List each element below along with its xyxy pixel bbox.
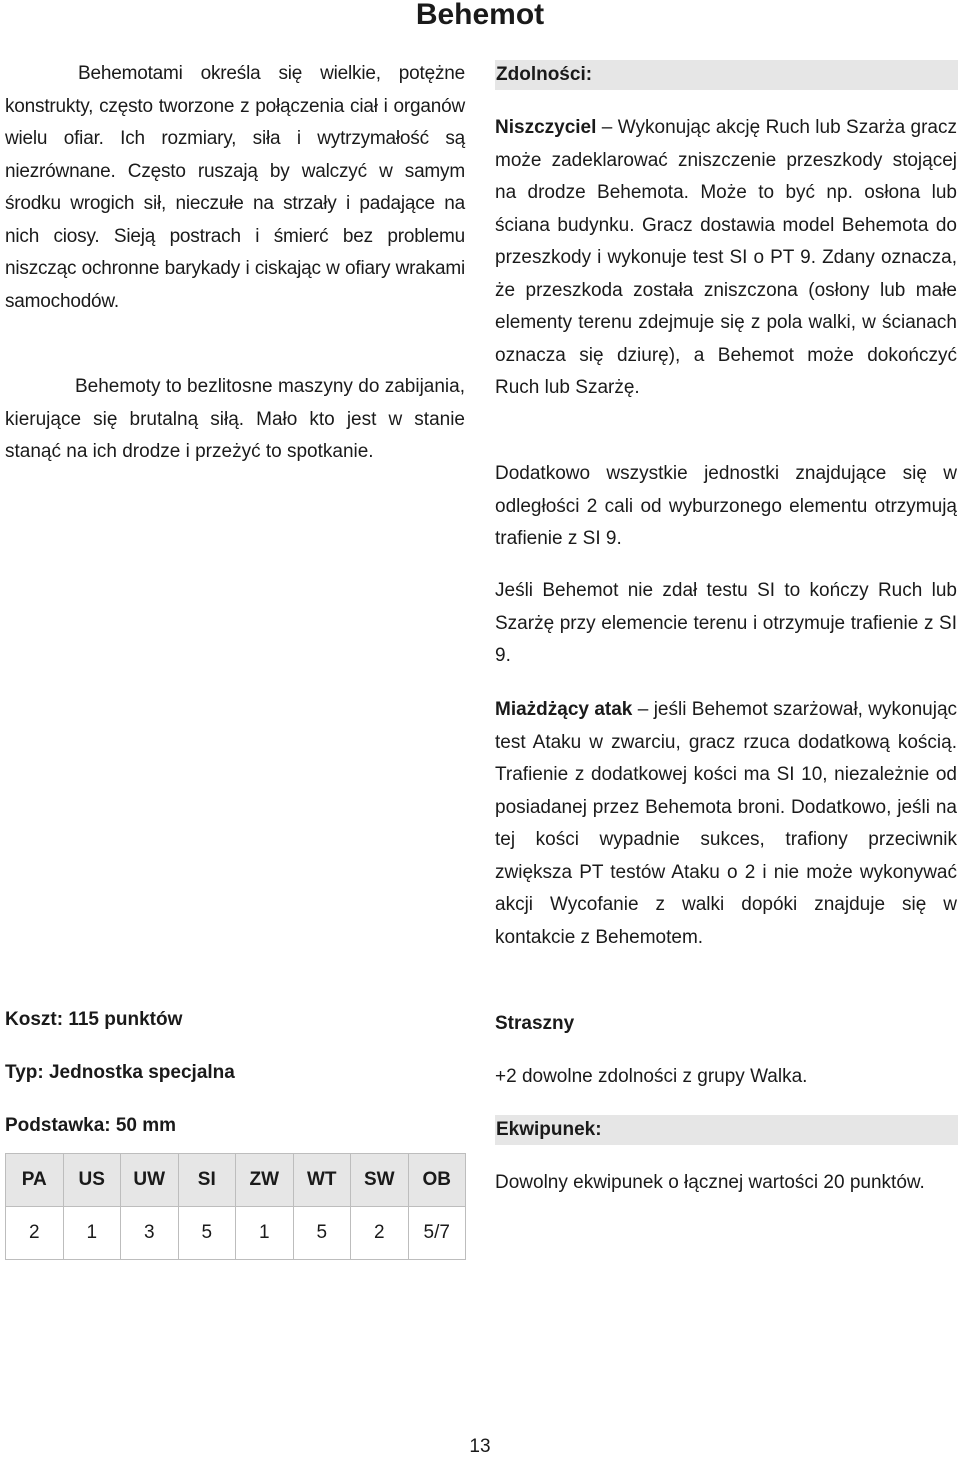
equipment-heading: Ekwipunek:	[495, 1115, 958, 1145]
ability-straszny: Straszny	[495, 1013, 575, 1034]
ability-niszczyciel-extra	[495, 458, 957, 556]
lore-section-2	[5, 371, 465, 469]
ability-description: Wykonując akcję Ruch lub Szarża gracz może zadeklarować zniszczenie przeszkody stojącej na drodze Behemota. Może to być np. osłona lub ściana budynku. Gracz dostawia model Behemota do przeszkody i wykonuje test SI o PT 9. Zdany oznacza, że przeszkoda została zniszczona (osłony lub małe elementy terenu zdejmuje się z pola walki, w ścianach oznacza się dziurę), a Behemot może dokończyć Ruch lub Szarżę.	[495, 117, 958, 398]
lore-paragraph-2: Behemoty to bezlitosne maszyny do zabijania, kierujące się brutalną siłą. Mało kto jest w stanie stanąć na ich drodze i przeżyć to spotkanie.	[5, 376, 465, 462]
stat-header: PA	[6, 1154, 64, 1207]
ability-niszczyciel-text-2: Dodatkowo wszystkie jednostki znajdujące się w odległości 2 cali od wyburzonego elementu otrzymują trafienie z SI 9.	[495, 463, 957, 549]
ability-dash: –	[637, 699, 649, 720]
ability-miazdzacy-text	[495, 694, 957, 954]
stats-value-row	[6, 1207, 466, 1260]
abilities-extra: +2 dowolne zdolności z grupy Walka.	[495, 1066, 808, 1087]
stat-value: 3	[121, 1207, 179, 1260]
stat-header: ZW	[236, 1154, 294, 1207]
lore-paragraph-1: Behemotami określa się wielkie, potężne konstrukty, często tworzone z połączenia ciał i organów wielu ofiar. Ich rozmiary, siła i wytrzymałość są niezrównane. Często ruszają by walczyć w samym środku wrogich sił, nieczułe na strzały i padające na nich ciosy. Sieją postrach i śmierć bez problemu niszcząc ochronne barykady i ciskając w ofiary wrakami samochodów.	[5, 63, 465, 312]
ability-name: Miażdżący atak	[495, 699, 633, 720]
stats-table	[5, 1153, 466, 1260]
lore-section	[5, 58, 465, 318]
stat-value: 1	[236, 1207, 294, 1260]
ability-niszczyciel-text	[495, 112, 957, 405]
stat-value: 5/7	[408, 1207, 466, 1260]
ability-description: jeśli Behemot szarżował, wykonując test Ataku w zwarciu, gracz rzuca dodatkową kością. Trafienie z dodatkowej kości ma SI 10, niezależnie od posiadanej przez Behemota broni. Dodatkowo, jeśli na tej kości wypadnie sukces, trafiony przeciwnik zwiększa PT testów Ataku o 2 i nie może wykonywać akcji Wycofanie z walki dopóki znajduje się w kontakcie z Behemotem.	[495, 699, 958, 948]
stat-header: OB	[408, 1154, 466, 1207]
equipment-section	[495, 1167, 957, 1200]
stat-value: 5	[178, 1207, 236, 1260]
ability-miazdzacy-atak	[495, 694, 957, 954]
ability-niszczyciel-text-3: Jeśli Behemot nie zdał testu SI to kończy Ruch lub Szarżę przy elemencie terenu i otrzymuje trafienie z SI 9.	[495, 580, 957, 666]
page-number: 13	[469, 1436, 491, 1457]
ability-dash: –	[601, 117, 613, 138]
unit-base: Podstawka: 50 mm	[5, 1115, 177, 1136]
equipment-text: Dowolny ekwipunek o łącznej wartości 20 punktów.	[495, 1172, 925, 1193]
unit-type: Typ: Jednostka specjalna	[5, 1062, 235, 1083]
page-title: Behemot	[415, 0, 545, 31]
stat-header: UW	[121, 1154, 179, 1207]
stat-value: 2	[351, 1207, 409, 1260]
stat-header: SI	[178, 1154, 236, 1207]
ability-name: Niszczyciel	[495, 117, 597, 138]
abilities-heading: Zdolności:	[495, 60, 958, 90]
stat-value: 1	[63, 1207, 121, 1260]
stat-value: 2	[6, 1207, 64, 1260]
ability-niszczyciel	[495, 112, 957, 405]
ability-niszczyciel-fail	[495, 575, 957, 673]
stat-header: WT	[293, 1154, 351, 1207]
stat-header: US	[63, 1154, 121, 1207]
stat-value: 5	[293, 1207, 351, 1260]
stat-header: SW	[351, 1154, 409, 1207]
stats-header-row	[6, 1154, 466, 1207]
unit-cost: Koszt: 115 punktów	[5, 1009, 183, 1030]
